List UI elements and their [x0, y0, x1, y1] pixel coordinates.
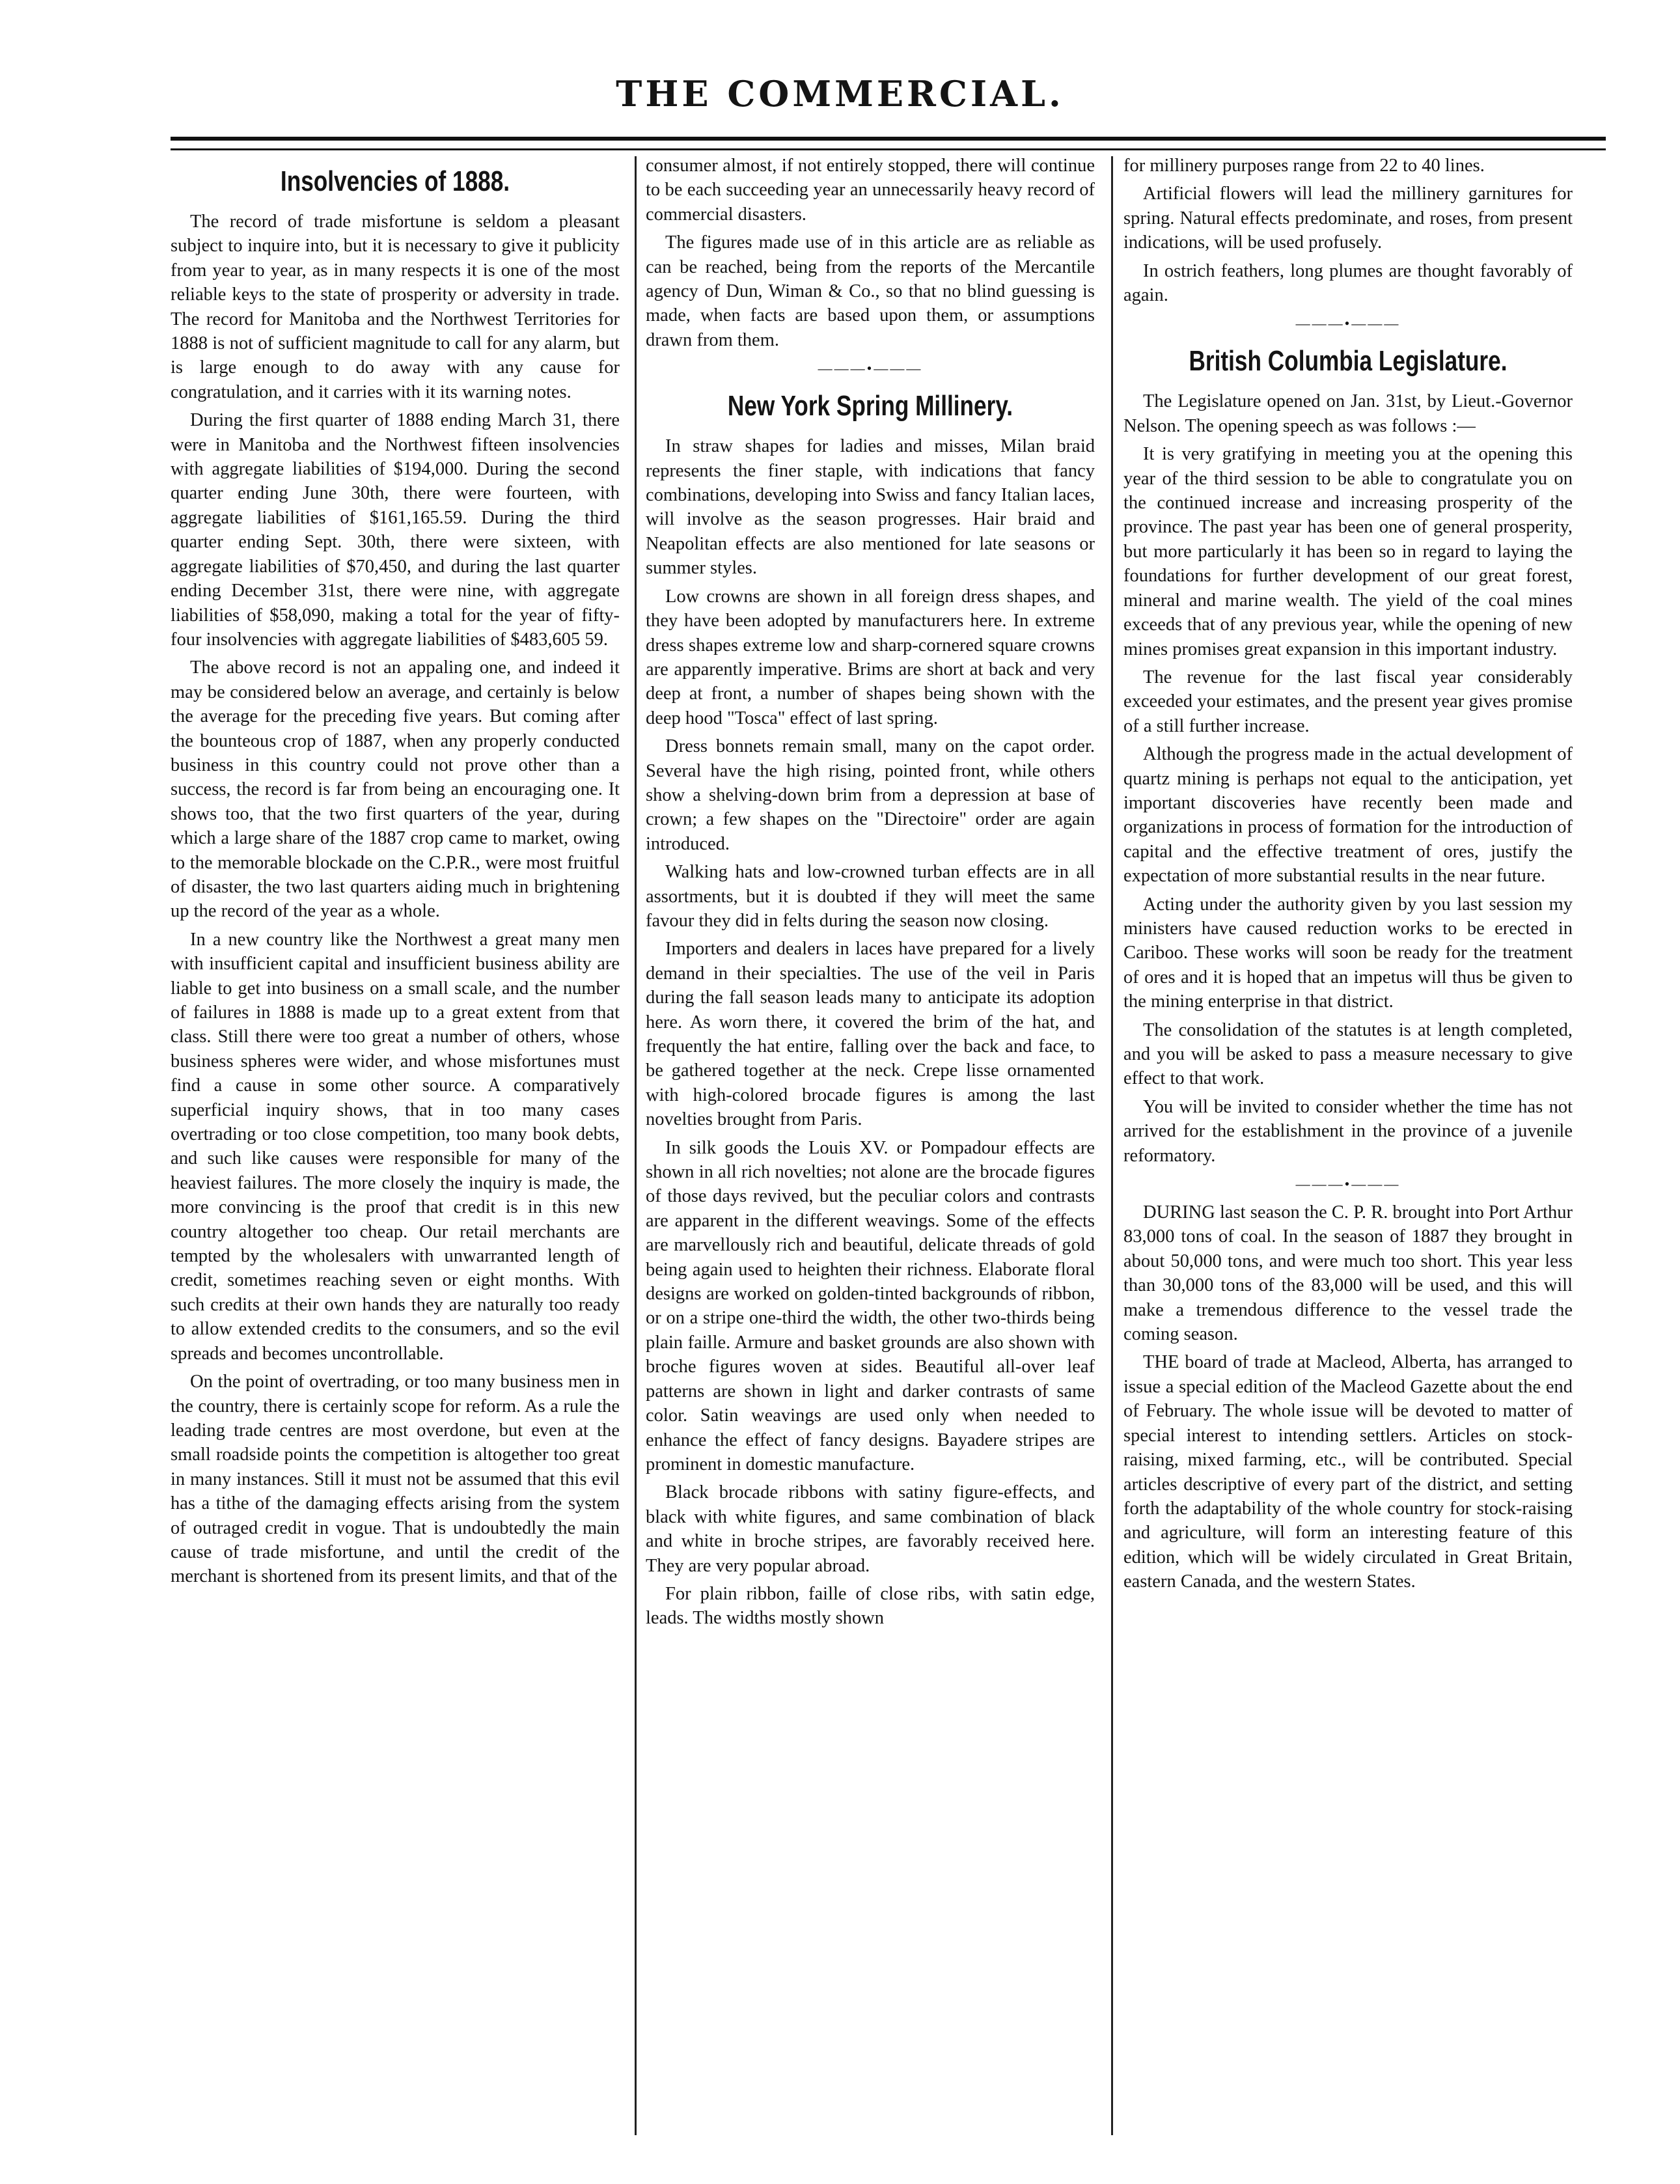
paragraph: The above record is not an appaling one, and indeed it may be considered below an average, and certainly is below the average for the preceding five years. But coming after the bounteous crop of 1887, when any properly conducted business in this country could not prove other than a success, the record is far from being an encouraging one. It shows too, that the two first quarters of the year, during which a large share of the 1887 crop came to market, owing to the memorable blockade on the C.P.R., were most fruitful of disaster, the two last quarters aiding much in brightening up the record of the year as a whole.: [171, 657, 620, 922]
paragraph: Dress bonnets remain small, many on the capot order. Several have the high rising, pointed front, while others show a shelving-down brim from a depression at base of crown; a few shapes on the "Directoire" order are again introduced.: [646, 736, 1095, 854]
paragraph: It is very gratifying in meeting you at the opening this year of the third session to be able to congratulate you on the continued increase and increasing prosperity of the province. The past year has been one of general prosperity, but more particularly it has been so in regard to laying the foundations for further development of our great forest, mineral and marine wealth. The yield of the coal mines exceeds that of any previous year, while the opening of new mines promises great expansion in this important industry.: [1123, 444, 1573, 659]
paragraph: The Legislature opened on Jan. 31st, by Lieut.-Governor Nelson. The opening speech as was follows :—: [1123, 391, 1573, 436]
paragraph: Although the progress made in the actual development of quartz mining is perhaps not equal to the anticipation, yet important discoveries have recently been made and organizations in process of formation for the introduction of capital and the effective treatment of ores, justify the expectation of more substantial results in the near future.: [1123, 744, 1573, 887]
section-separator: ———•———: [1295, 315, 1401, 332]
paragraph: You will be invited to consider whether the time has not arrived for the establishment in the province of a juvenile reformatory.: [1123, 1096, 1573, 1166]
column-3: [1123, 154, 1573, 2152]
news-note: THE board of trade at Macleod, Alberta, has arranged to issue a special edition of the Macleod Gazette about the end of February. The whole issue will be devoted to matter of special interest to intending settlers. Articles on stock-raising, mixed farming, etc., will be contributed. Special articles descriptive of every part of the district, and setting forth the adaptability of the whole country for stock-raising and agriculture, will form an interesting feature of this edition, which will be widely circulated in Great Britain, eastern Canada, and the western States.: [1123, 1352, 1573, 1592]
paragraph: The revenue for the last fiscal year considerably exceeded your estimates, and the present year gives promise of a still further increase.: [1123, 667, 1573, 736]
news-note: DURING last season the C. P. R. brought into Port Arthur 83,000 tons of coal. In the season of 1887 they brought in about 50,000 tons, and were much too short. This year less than 30,000 tons of the 83,000 will be used, and this will make a tremendous difference to the vessel trade the coming season.: [1123, 1202, 1573, 1345]
paragraph-continued: consumer almost, if not entirely stopped, there will continue to be each succeeding year an unnecessarily heavy record of commercial disasters.: [646, 156, 1095, 225]
paragraph: The record of trade misfortune is seldom a pleasant subject to inquire into, but it is necessary to give it publicity from year to year, as in many respects it is one of the most reliable keys to the state of prosperity or adversity in trade. The record for Manitoba and the Northwest Territories for 1888 is not of sufficient magnitude to call for any alarm, but is large enough to do away with any cause for congratulation, and it carries with it its warning notes.: [171, 212, 620, 402]
section-separator: ———•———: [1295, 1176, 1401, 1193]
masthead-rule: [171, 137, 1606, 150]
column-divider: [635, 156, 637, 2135]
column-1: [171, 154, 620, 2152]
paragraph: In ostrich feathers, long plumes are thought favorably of again.: [1123, 260, 1573, 306]
article-heading-millinery: New York Spring Millinery.: [727, 390, 1013, 422]
paragraph: On the point of overtrading, or too many business men in the country, there is certainly scope for reform. As a rule the leading trade centres are most overdone, but even at the small roadside points the competition is altogether too great in many instances. Still it must not be assumed that this evil has a tithe of the damaging effects arising from the system of outraged credit in vogue. That is undoubtedly the main cause of trade misfortune, and until the credit of the merchant is shortened from its present limits, and that of the: [171, 1372, 620, 1587]
paragraph-continued: for millinery purposes range from 22 to 40 lines.: [1123, 156, 1485, 176]
paragraph: Low crowns are shown in all foreign dress shapes, and they have been adopted by manufacturers here. In extreme dress shapes extreme low and sharp-cornered square crowns are apparently imperative. Brims are short at back and very deep at front, a number of shapes being shown with the deep hood "Tosca" effect of last spring.: [646, 586, 1095, 728]
paragraph: Artificial flowers will lead the millinery garnitures for spring. Natural effects predominate, and roses, from present indications, will be used profusely.: [1123, 184, 1573, 253]
paragraph: The consolidation of the statutes is at length completed, and you will be asked to pass a measure necessary to give effect to that work.: [1123, 1019, 1573, 1089]
paragraph: In a new country like the Northwest a great many men with insufficient capital and insufficient business ability are liable to get into business on a small scale, and the number of failures in 1888 is made up to a great extent from that class. Still there were too great a number of others, whose business spheres were wider, and whose misfortunes must find a cause in some other source. A comparatively superficial inquiry shows, that in too many cases overtrading or too close competition, too many book debts, and such like causes were responsible for many of the heaviest failures. The more closely the inquiry is made, the more convincing is the proof that credit is in this new country altogether too cheap. Our retail merchants are tempted by the wholesalers with unwarranted length of credit, sometimes reaching seven or eight months. With such credits at their own hands they are naturally too ready to allow extended credits to the consumers, and so the evil spreads and becomes uncontrollable.: [171, 929, 620, 1364]
paragraph: Walking hats and low-crowned turban effects are in all assortments, but it is doubted if they will meet the same favour they did in felts during the season now closing.: [646, 862, 1095, 931]
section-separator: ———•———: [818, 360, 923, 377]
column-2: [646, 154, 1095, 2152]
article-heading-legislature: British Columbia Legislature.: [1189, 345, 1508, 378]
paragraph: In straw shapes for ladies and misses, Milan braid represents the finer staple, with indications that fancy combinations, developing into Swiss and fancy Italian laces, will involve as the season progresses. Hair braid and Neapolitan effects are also mentioned for late seasons or summer styles.: [646, 436, 1095, 579]
article-heading-insolvencies: Insolvencies of 1888.: [280, 165, 510, 197]
paragraph: During the first quarter of 1888 ending March 31, there were in Manitoba and the Northwest fifteen insolvencies with aggregate liabilities of $194,000. During the second quarter ending June 30th, there were fourteen, with aggregate liabilities of $161,165.59. During the third quarter ending Sept. 30th, there were sixteen, with aggregate liabilities of $70,450, and during the last quarter ending December 31st, there were nine, with aggregate liabilities of $58,090, making a total for the year of fifty-four insolvencies with aggregate liabilities of $483,605 59.: [171, 410, 620, 650]
paragraph: For plain ribbon, faille of close ribs, with satin edge, leads. The widths mostly shown: [646, 1583, 1095, 1629]
paragraph: Black brocade ribbons with satiny figure-effects, and black with white figures, and same combination of black and white in broche stripes, are favorably received here. They are very popular abroad.: [646, 1482, 1095, 1576]
paragraph: Acting under the authority given by you last session my ministers have caused reduction works to be erected in Cariboo. These works will soon be ready for the treatment of ores and it is hoped that an impetus will thus be given to the mining enterprise in that district.: [1123, 894, 1573, 1012]
masthead: THE COMMERCIAL.: [616, 73, 1064, 115]
paragraph: In silk goods the Louis XV. or Pompadour effects are shown in all rich novelties; not alone are the brocade figures of those days revived, but the peculiar colors and contrasts are apparent in the different weavings. Some of the effects are marvellously rich and beautiful, delicate threads of gold being again used to heighten their richness. Elaborate floral designs are worked on golden-tinted backgrounds of ribbon, or on a stripe one-third the width, the other two-thirds being plain faille. Armure and basket grounds are also shown with broche figures woven at sides. Beautiful all-over leaf patterns are shown in light and darker contrasts of same color. Satin weavings are used only when needed to enhance the effect of fancy designs. Bayadere stripes are prominent in domestic manufacture.: [646, 1137, 1095, 1474]
paragraph: Importers and dealers in laces have prepared for a lively demand in their specialties. The use of the veil in Paris during the fall season leads many to anticipate its adoption here. As worn there, it covered the brim of the hat, and frequently the hat entire, falling over the back and face, to be gathered together at the neck. Crepe lisse ornamented with high-colored brocade figures is among the last novelties brought from Paris.: [646, 939, 1095, 1130]
paragraph: The figures made use of in this article are as reliable as can be reached, being from the reports of the Mercantile agency of Dun, Wiman & Co., so that no blind guessing is made, when facts are based upon them, or assumptions drawn from them.: [646, 232, 1095, 350]
column-divider: [1111, 156, 1113, 2135]
